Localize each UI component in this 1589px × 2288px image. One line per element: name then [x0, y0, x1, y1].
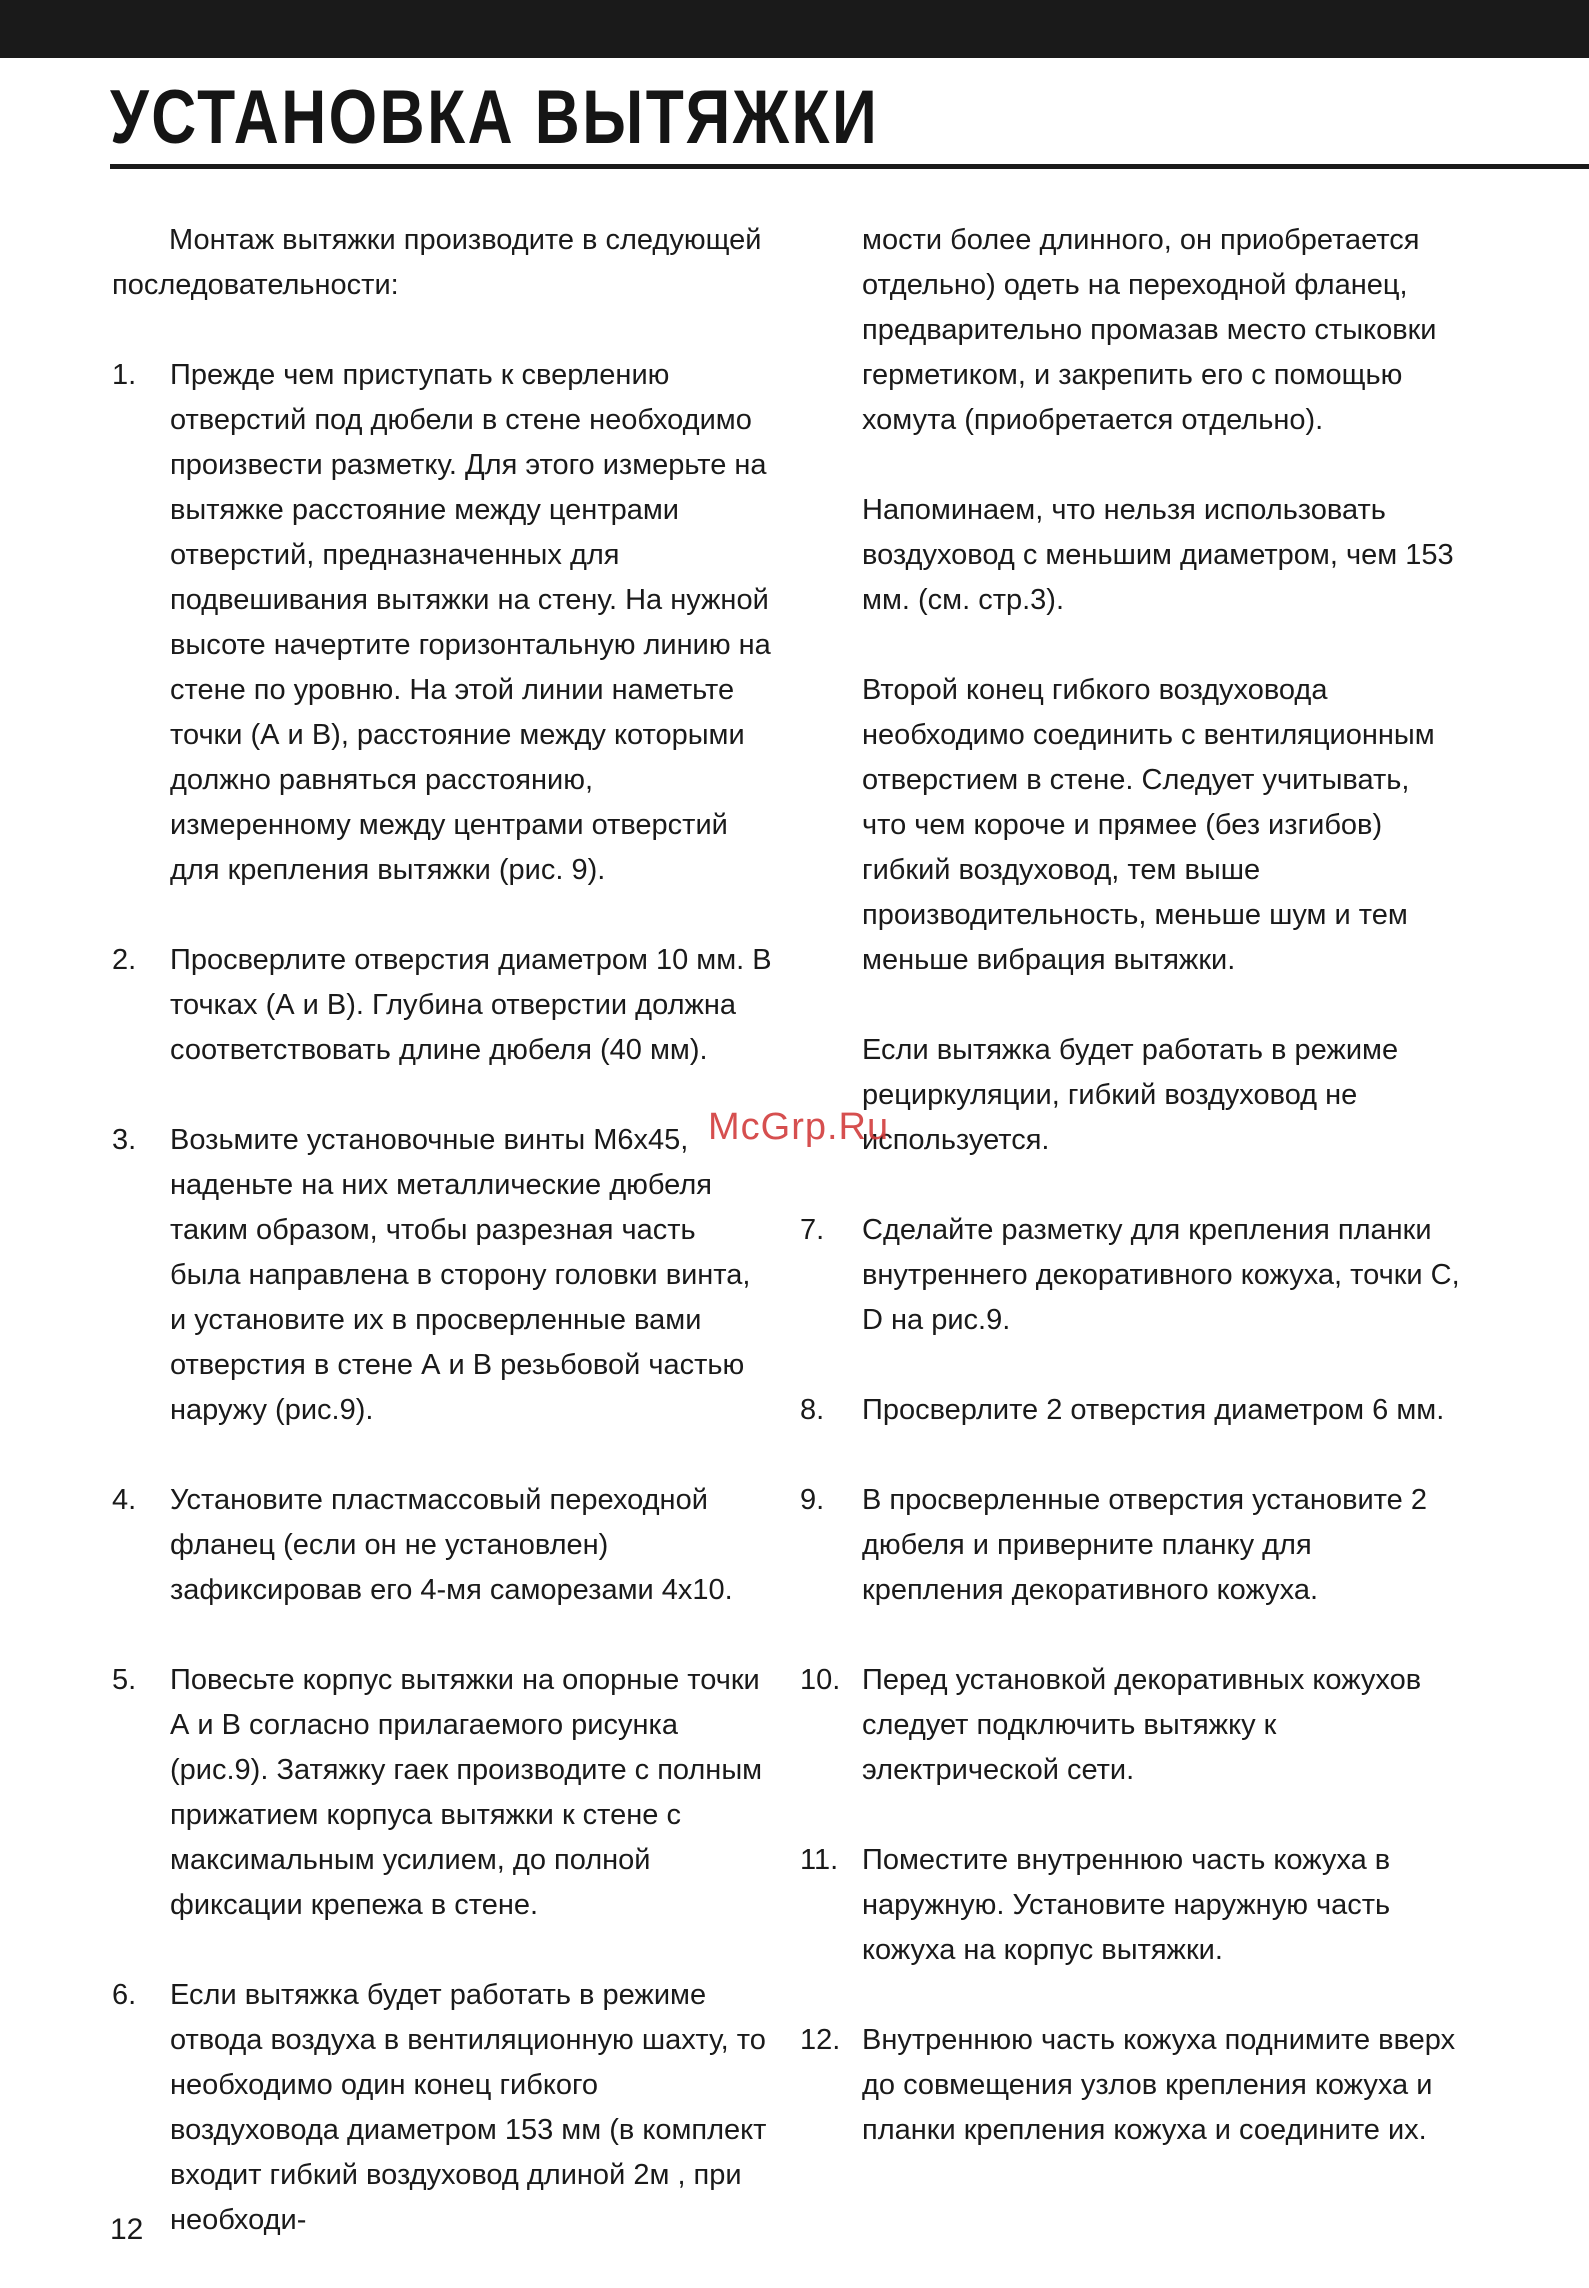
page-title: УСТАНОВКА ВЫТЯЖКИ — [110, 75, 880, 160]
step-4 — [112, 1478, 772, 1613]
step-8 — [800, 1388, 1460, 1433]
right-column — [800, 218, 1460, 2198]
step-text: Если вытяжка будет работать в режиме отвода воздуха в вентиляционную шахту, то необходимо один конец гибкого воздуховода диаметром 153 мм (в комплект входит гибкий воздуховод длиной 2м , при необходи- — [170, 1979, 767, 2236]
step-6-continuation: мости более длинного, он приобретается отдельно) одеть на переходной фланец, предварительно промазав место стыковки герметиком, и закрепить его с помощью хомута (приобретается отдельно). — [862, 224, 1437, 436]
step-text: Повесьте корпус вытяжки на опорные точки А и В согласно прилагаемого рисунка (рис.9). Затяжку гаек производите с полным прижатием корпуса вытяжки к стене с максимальным усилием, до полной фиксации крепежа в стене. — [170, 1664, 763, 1921]
step-text: В просверленные отверстия установите 2 дюбеля и приверните планку для крепления декоративного кожуха. — [862, 1484, 1427, 1606]
step-number: 9. — [800, 1484, 825, 1516]
step-number: 3. — [112, 1124, 137, 1156]
step-11 — [800, 1838, 1460, 1973]
step-number: 12. — [800, 2024, 841, 2056]
top-bar — [0, 0, 1589, 58]
step-text: Поместите внутреннюю часть кожуха в наружную. Установите наружную часть кожуха на корпус вытяжки. — [862, 1844, 1391, 1966]
note-paragraph: Напоминаем, что нельзя использовать воздуховод с меньшим диаметром, чем 153 мм. (см. стр.3). — [862, 494, 1454, 616]
step-number: 6. — [112, 1979, 137, 2011]
step-number: 5. — [112, 1664, 137, 1696]
step-3 — [112, 1118, 772, 1433]
step-text: Возьмите установочные винты М6х45, наденьте на них металлические дюбеля таким образом, чтобы разрезная часть была направлена в сторону головки винта, и установите их в просверленные вами отверстия в стене А и В резьбовой частью наружу (рис.9). — [170, 1124, 751, 1426]
step-text: Установите пластмассовый переходной фланец (если он не установлен) зафиксировав его 4-мя саморезами 4х10. — [170, 1484, 733, 1606]
step-number: 10. — [800, 1664, 841, 1696]
step-number: 8. — [800, 1394, 825, 1426]
step-1 — [112, 353, 772, 893]
step-7 — [800, 1208, 1460, 1343]
left-column — [112, 218, 772, 2288]
title-underline — [110, 164, 1589, 169]
step-text: Просверлите 2 отверстия диаметром 6 мм. — [862, 1394, 1445, 1426]
step-10 — [800, 1658, 1460, 1793]
step-text: Сделайте разметку для крепления планки внутреннего декоративного кожуха, точки С, D на рис.9. — [862, 1214, 1460, 1336]
step-text: Просверлите отверстия диаметром 10 мм. В точках (А и В). Глубина отверстии должна соответствовать длине дюбеля (40 мм). — [170, 944, 772, 1066]
intro-paragraph: Монтаж вытяжки производите в следующей последовательности: — [112, 224, 762, 301]
step-text: Перед установкой декоративных кожухов следует подключить вытяжку к электрической сети. — [862, 1664, 1422, 1786]
step-text: Внутреннюю часть кожуха поднимите вверх до совмещения узлов крепления кожуха и планки крепления кожуха и соедините их. — [862, 2024, 1456, 2146]
step-12 — [800, 2018, 1460, 2153]
note-paragraph: Второй конец гибкого воздуховода необходимо соединить с вентиляционным отверстием в стене. Следует учитывать, что чем короче и прямее (без изгибов) гибкий воздуховод, тем выше производительность, меньше шум и тем меньше вибрация вытяжки. — [862, 674, 1435, 976]
step-9 — [800, 1478, 1460, 1613]
watermark: McGrp.Ru — [708, 1106, 890, 1148]
step-2 — [112, 938, 772, 1073]
step-6 — [112, 1973, 772, 2243]
step-text: Прежде чем приступать к сверлению отверстий под дюбели в стене необходимо произвести разметку. Для этого измерьте на вытяжке расстояние между центрами отверстий, предназначенных для подвешивания вытяжки на стену. На нужной высоте начертите горизонтальную линию на стене по уровню. На этой линии наметьте точки (А и В), расстояние между которыми должно равняться расстоянию, измеренному между центрами отверстий для крепления вытяжки (рис. 9). — [170, 359, 771, 886]
step-5 — [112, 1658, 772, 1928]
step-number: 2. — [112, 944, 137, 976]
page-number: 12 — [110, 2213, 144, 2246]
step-number: 7. — [800, 1214, 825, 1246]
step-number: 4. — [112, 1484, 137, 1516]
note-paragraph: Если вытяжка будет работать в режиме рециркуляции, гибкий воздуховод не используется. — [862, 1034, 1399, 1156]
step-number: 11. — [800, 1844, 839, 1876]
step-number: 1. — [112, 359, 137, 391]
